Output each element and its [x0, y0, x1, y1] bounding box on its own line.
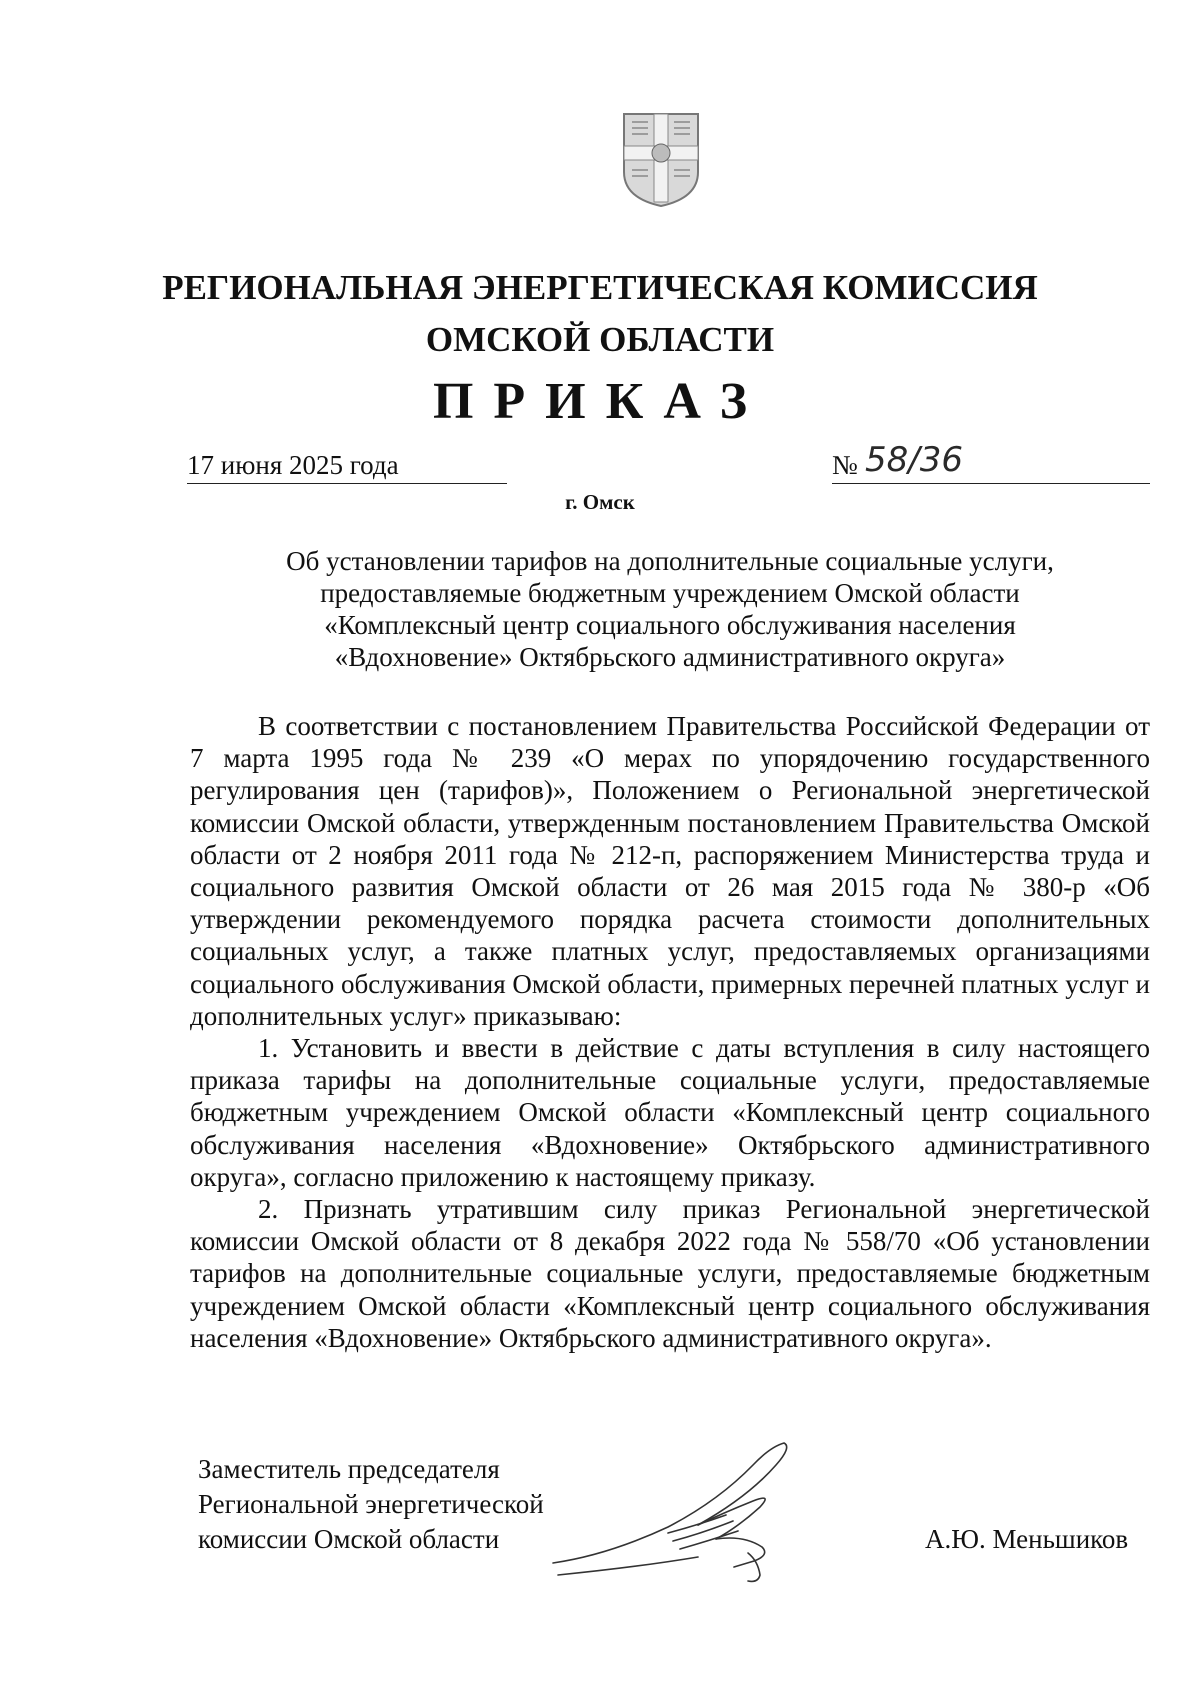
- organization-name-line2: ОМСКОЙ ОБЛАСТИ: [425, 320, 775, 359]
- subject-line: «Комплексный центр социального обслуживания населения: [324, 610, 1016, 640]
- signer-position-line: Заместитель председателя: [198, 1454, 500, 1484]
- signer-name: А.Ю. Меньшиков: [925, 1524, 1129, 1554]
- document-body: [190, 710, 1150, 1354]
- document-type: ПРИКАЗ: [432, 373, 768, 430]
- signer-position: [198, 1452, 544, 1557]
- signer-position-line: Региональной энергетической: [198, 1489, 544, 1519]
- organization-name-line1: РЕГИОНАЛЬНАЯ ЭНЕРГЕТИЧЕСКАЯ КОМИССИЯ: [162, 268, 1038, 307]
- body-paragraph-preamble: В соответствии с постановлением Правительства Российской Федерации от 7 марта 1995 года № 239 «О мерах по упорядочению государственного регулирования цен (тарифов)», Положением о Региональной энергетической комиссии Омской области, утвержденным постановлением Правительства Омской области от 2 ноября 2011 года № 212-п, распоряжением Министерства труда и социального развития Омской области от 26 мая 2015 года № 380-р «Об утверждении рекомендуемого порядка расчета стоимости дополнительных социальных услуг, а также платных услуг, предоставляемых организациями социального обслуживания Омской области, примерных перечней платных услуг и дополнительных услуг» приказываю:: [190, 711, 1150, 1031]
- coat-of-arms-emblem: [620, 108, 702, 208]
- signer-position-line: комиссии Омской области: [198, 1524, 500, 1554]
- document-number: 58/36: [865, 440, 963, 480]
- body-paragraph-item-2: 2. Признать утратившим силу приказ Региональной энергетической комиссии Омской области от 8 декабря 2022 года № 558/70 «Об установлении тарифов на дополнительные социальные услуги, предоставляемые бюджетным учреждением Омской области «Комплексный центр социального обслуживания населения «Вдохновение» Октябрьского административного округа».: [190, 1194, 1150, 1353]
- document-number-label: №: [832, 450, 858, 480]
- document-date: 17 июня 2025 года: [187, 450, 399, 480]
- organization-name: [0, 262, 1200, 366]
- handwritten-signature: [548, 1435, 818, 1585]
- subject-line: Об установлении тарифов на дополнительные социальные услуги,: [286, 546, 1054, 576]
- body-paragraph-item-1: 1. Установить и ввести в действие с даты вступления в силу настоящего приказа тарифы на дополнительные социальные услуги, предоставляемые бюджетным учреждением Омской области «Комплексный центр социального обслуживания населения «Вдохновение» Октябрьского административного округа», согласно приложению к настоящему приказу.: [190, 1033, 1150, 1192]
- document-city: г. Омск: [565, 490, 635, 514]
- date-underline: [187, 483, 507, 484]
- subject-line: предоставляемые бюджетным учреждением Омской области: [320, 578, 1020, 608]
- number-underline: [832, 483, 1150, 484]
- subject-line: «Вдохновение» Октябрьского административного округа»: [334, 642, 1006, 672]
- document-subject: [190, 545, 1150, 673]
